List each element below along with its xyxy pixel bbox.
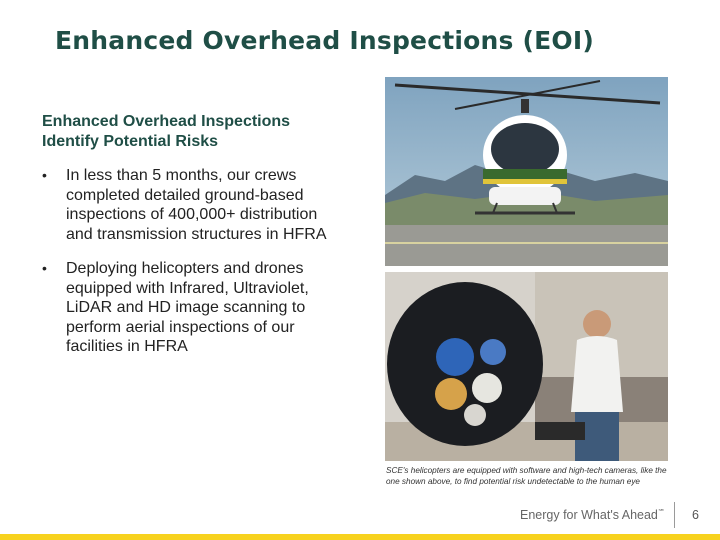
bullet-text: Deploying helicopters and drones equipped with Infrared, Ultraviolet, LiDAR and HD image scanning to perform aerial inspections of our facilities in HFRA (66, 260, 309, 355)
tagline-text: Energy for What's Ahead (520, 508, 658, 523)
page-number: 6 (692, 508, 699, 522)
bullet-list (42, 166, 342, 372)
helicopter-photo (385, 77, 668, 266)
camera-illustration (385, 272, 668, 461)
image-caption: SCE's helicopters are equipped with software and high-tech cameras, like the one shown above, to find potential risk undetectable to the human eye (386, 466, 667, 486)
bullet-item (42, 166, 342, 244)
subheading-line-1: Enhanced Overhead Inspections (42, 113, 291, 130)
bullet-icon: • (42, 260, 47, 276)
bullet-icon: • (42, 167, 47, 183)
service-mark: ℠ (657, 509, 666, 516)
camera-photo (385, 272, 668, 461)
bullet-text: In less than 5 months, our crews completed detailed ground-based inspections of 400,000+ distribution and transmission structures in HFRA (66, 167, 327, 243)
footer-accent-bar (0, 534, 720, 540)
subheading (42, 112, 342, 152)
footer-divider (674, 502, 675, 528)
helicopter-illustration (385, 77, 668, 266)
slide-title: Enhanced Overhead Inspections (EOI) (55, 26, 594, 55)
footer-tagline (520, 508, 665, 522)
subheading-line-2: Identify Potential Risks (42, 133, 219, 150)
bullet-item (42, 259, 342, 357)
